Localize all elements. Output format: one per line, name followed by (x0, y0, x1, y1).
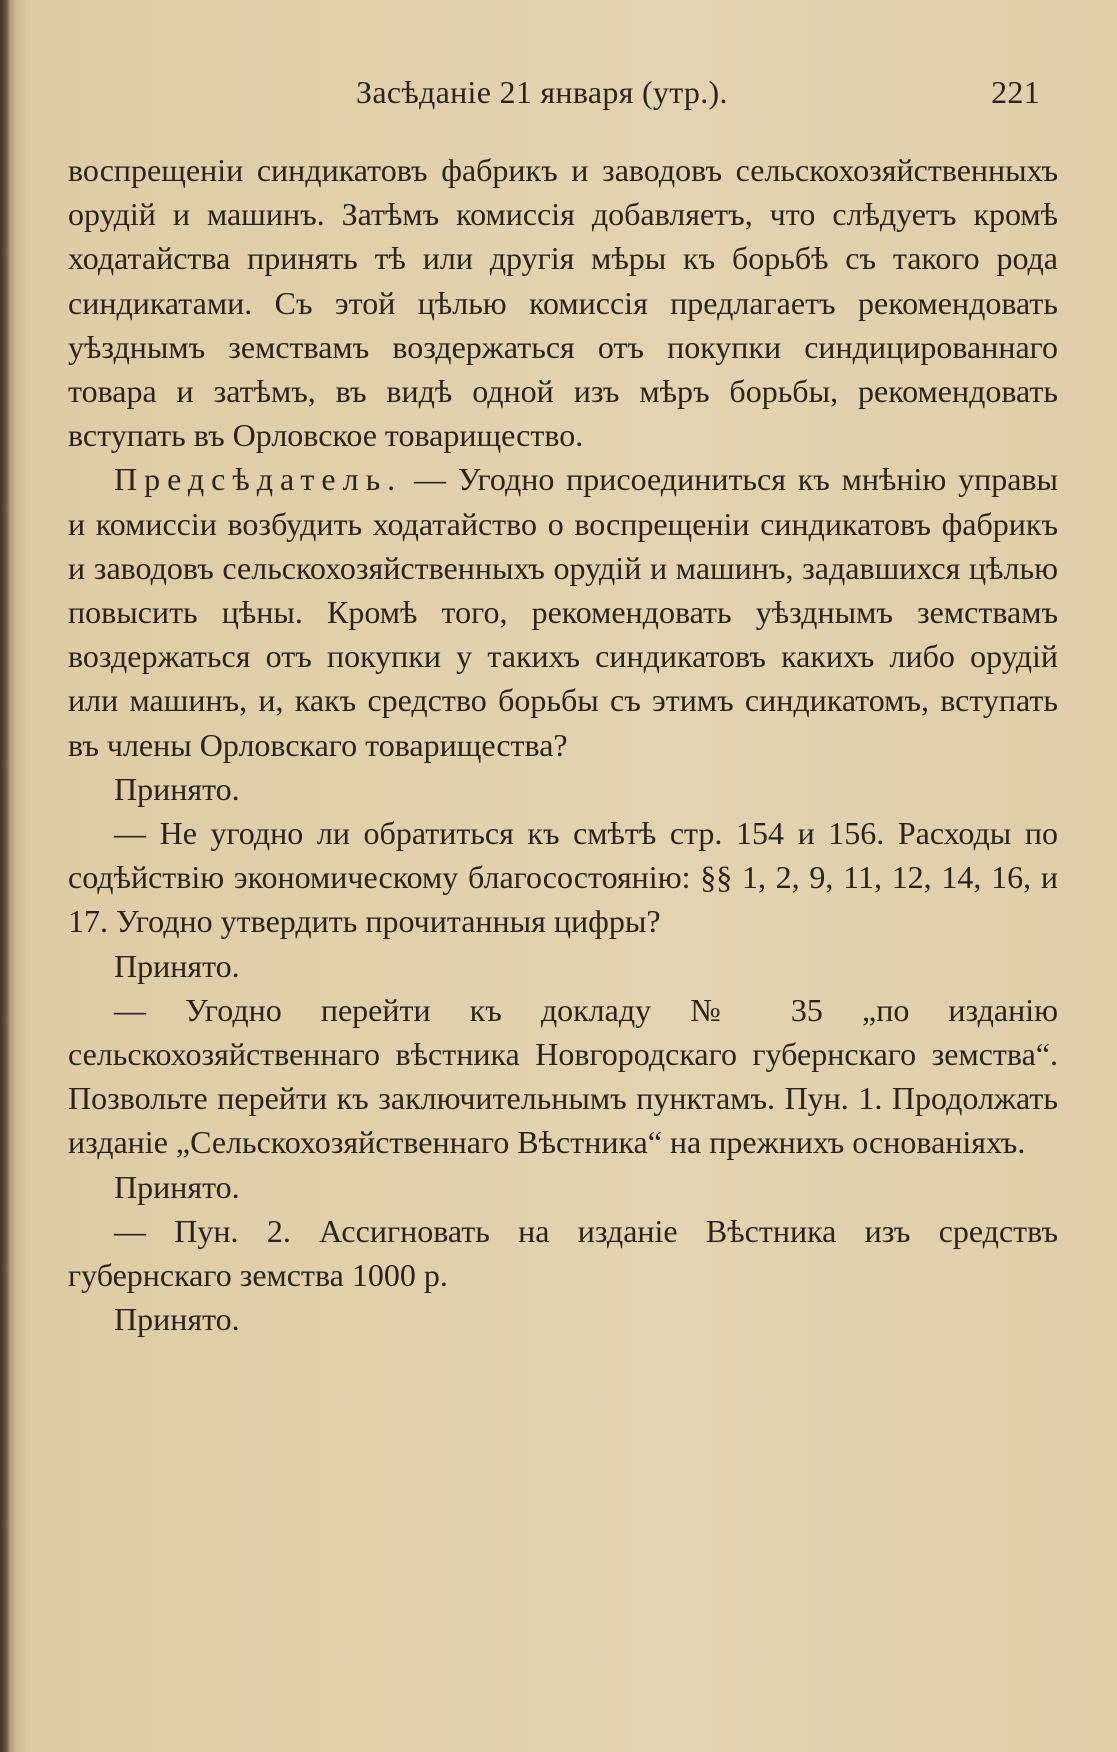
paragraph-accepted-1: Принято. (114, 770, 240, 807)
paragraph-accepted-4: Принято. (114, 1301, 240, 1338)
running-head (60, 74, 1040, 124)
binding-edge (0, 0, 10, 1752)
paragraph-report-35: — Угодно перейти къ докладу № 35 „по изданію сельскохозяйственнаго вѣстника Новгородскаго губернскаго земства“. Позвольте перейти къ заключительнымъ пунктамъ. Пун. 1. Продолжать изданіе „Сельскохозяйственнаго Вѣстника“ на прежнихъ основаніяхъ. (68, 991, 1058, 1161)
page-number: 221 (991, 74, 1040, 110)
paragraph-chairman-text: — Угодно присоединиться къ мнѣнію управы и комиссіи возбудить ходатайство о воспрещеніи синдикатовъ фабрикъ и заводовъ сельскохозяйственныхъ орудій и машинъ, задавшихся цѣлью повысить цѣны. Кромѣ того, рекомендовать уѣзднымъ земствамъ воздержаться отъ покупки у такихъ синдикатовъ какихъ либо орудій или машинъ, и, какъ средство борьбы съ этимъ синдикатомъ, вступать въ члены Орловскаго товарищества? (68, 461, 1058, 763)
running-title: Засѣданіе 21 января (утр.). (356, 74, 728, 110)
body-text (68, 148, 1058, 1341)
paragraph-accepted-3: Принято. (114, 1168, 240, 1205)
paragraph-commission: воспрещеніи синдикатовъ фабрикъ и заводовъ сельскохозяйственныхъ орудій и машинъ. Затѣмъ комиссія добавляетъ, что слѣдуетъ кромѣ ходатайства принять тѣ или другія мѣры къ борьбѣ съ такого рода синдикатами. Съ этой цѣлью комиссія предлагаетъ рекомендовать уѣзднымъ земствамъ воздержаться отъ покупки синдицированнаго товара и затѣмъ, въ видѣ одной изъ мѣръ борьбы, рекомендовать вступать въ Орловское товарищество. (68, 152, 1058, 454)
paragraph-point-2: — Пун. 2. Ассигновать на изданіе Вѣстника изъ средствъ губернскаго земства 1000 р. (68, 1212, 1058, 1294)
paragraph-budget: — Не угодно ли обратиться къ смѣтѣ стр. 154 и 156. Расходы по содѣйствію экономическому благосостоянію: §§ 1, 2, 9, 11, 12, 14, 16, и 17. Угодно утвердить прочитанныя цифры? (68, 815, 1058, 940)
paragraph-accepted-2: Принято. (114, 947, 240, 984)
speaker-label: Предсѣдатель. (114, 461, 403, 498)
paragraph-chairman (68, 457, 1058, 766)
